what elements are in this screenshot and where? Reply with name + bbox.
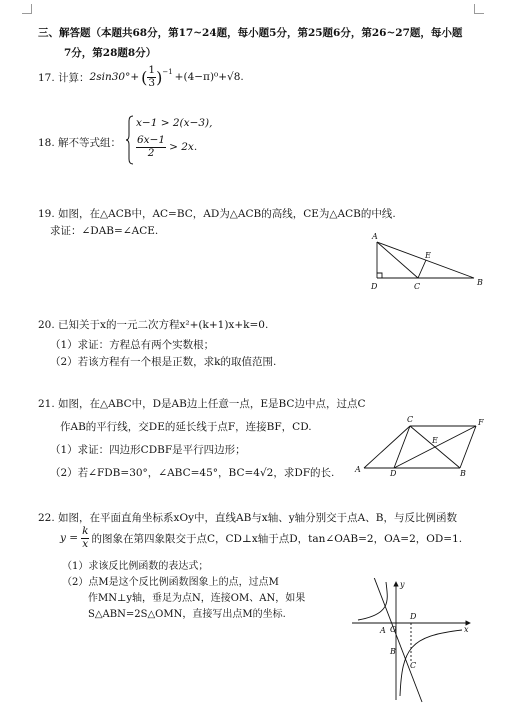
q22-frac-den: x xyxy=(82,537,89,550)
q18-frac-den: 2 xyxy=(147,146,155,159)
q22-fraction xyxy=(81,526,89,550)
section-heading-continued: 7分，第28题8分） xyxy=(64,47,157,59)
q19-label-c: C xyxy=(414,282,421,291)
q17-paren-close: ) xyxy=(156,67,163,87)
q18-brace-icon xyxy=(126,115,134,165)
q21-label-f: F xyxy=(478,418,484,427)
q21-label-e: E xyxy=(432,436,438,445)
q17-fraction xyxy=(147,65,156,89)
q21-segment-df xyxy=(394,426,476,468)
q21-label-c: C xyxy=(407,415,414,424)
q22-stem-line2-text: 的图象在第四象限交于点C，CD⊥x轴于点D，tan∠OAB=2，OA=2，OD=1. xyxy=(91,532,463,545)
q18-line2-tail: > 2x. xyxy=(169,141,198,154)
q22-y-eq: y = xyxy=(60,532,79,545)
q17-frac-num: 1 xyxy=(148,63,156,76)
q22-part2-line1: （2）点M是这个反比例函数图象上的点，过点M xyxy=(62,577,279,588)
q17-frac-den: 3 xyxy=(148,76,156,89)
q18-frac-num: 6x−1 xyxy=(137,134,166,146)
q22-label-x: x xyxy=(464,625,469,634)
q21-stem-line1: 21. 如图，在△ABC中，D是AB边上任意一点，E是BC边中点，过点C xyxy=(38,398,366,410)
q19-right-angle-mark xyxy=(377,273,382,278)
q22-stem-line1: 22. 如图，在平面直角坐标系xOy中，直线AB与x轴、y轴分别交于点A、B，与反比例函数 xyxy=(38,512,457,524)
q22-line-ab xyxy=(372,578,422,702)
page-corner-mark-top-right xyxy=(474,4,484,14)
q19-label-a: A xyxy=(372,232,378,241)
q19-segment-ac xyxy=(377,242,418,278)
q20-stem: 20. 已知关于x的一元二次方程x²+(k+1)x+k=0. xyxy=(38,319,269,331)
q19-segment-ab xyxy=(377,242,474,278)
q19-label-d: D xyxy=(371,282,378,291)
q22-label-b: B xyxy=(390,647,396,656)
q22-label-o: O xyxy=(390,625,397,634)
q22-part1: （1）求该反比例函数的表达式； xyxy=(62,561,209,572)
question-17 xyxy=(38,62,244,92)
q21-part2: （2）若∠FDB=30°，∠ABC=45°，BC=4√2，求DF的长. xyxy=(50,467,335,479)
q18-line2 xyxy=(136,135,197,159)
q21-stem-line2: 作AB的平行线，交DE的延长线于点F，连接BF，CD. xyxy=(60,421,312,433)
q21-label-d: D xyxy=(390,469,397,477)
q18-line1: x−1 > 2(x−3), xyxy=(136,117,213,129)
section-heading: 三、解答题（本题共68分，第17~24题，每小题5分，第25题6分，第26~27题，每小题 xyxy=(38,27,463,39)
q17-expr-a: 2sin30°+ xyxy=(89,71,140,83)
q21-figure xyxy=(352,412,492,477)
q17-paren-open: ( xyxy=(141,67,148,87)
q21-label-b: B xyxy=(460,469,466,477)
q22-label-a: A xyxy=(380,626,386,635)
q19-segment-ce xyxy=(418,260,426,278)
q22-part2-line2: 作MN⊥y轴，垂足为点N，连接OM、AN，如果 xyxy=(88,593,306,604)
q17-label: 17. 计算： xyxy=(38,71,90,84)
q20-part1: （1）求证：方程总有两个实数根； xyxy=(50,339,215,351)
q19-figure xyxy=(362,230,492,300)
q17-expr-b: +(4−π)⁰+√8. xyxy=(174,71,244,83)
q17-exponent: −1 xyxy=(162,68,173,76)
q22-label-y: y xyxy=(400,580,405,589)
q22-part2-line3: S△ABN=2S△OMN，直接写出点M的坐标. xyxy=(88,609,286,620)
q19-prove: 求证：∠DAB=∠ACE. xyxy=(50,225,159,237)
q18-label: 18. 解不等式组： xyxy=(38,137,122,149)
q21-segment-ac xyxy=(364,426,410,468)
q19-label-e: E xyxy=(425,251,431,260)
q21-segment-cd xyxy=(394,426,410,468)
q22-label-c: C xyxy=(410,661,417,670)
q21-part1: （1）求证：四边形CDBF是平行四边形； xyxy=(50,444,246,456)
q18-fraction xyxy=(136,135,166,159)
q20-part2: （2）若该方程有一个根是正数，求k的取值范围. xyxy=(50,356,277,368)
q22-stem-line2 xyxy=(60,526,462,550)
q19-stem: 19. 如图，在△ACB中，AC=BC，AD为△ACB的高线，CE为△ACB的中线. xyxy=(38,208,396,220)
q22-figure xyxy=(350,578,480,703)
q19-label-b: B xyxy=(477,278,483,287)
q21-label-a: A xyxy=(355,465,361,474)
q21-segment-bf xyxy=(460,426,476,468)
page-corner-mark-top-left xyxy=(22,4,32,14)
q22-frac-num: k xyxy=(82,525,89,537)
q22-label-d: D xyxy=(410,612,417,621)
